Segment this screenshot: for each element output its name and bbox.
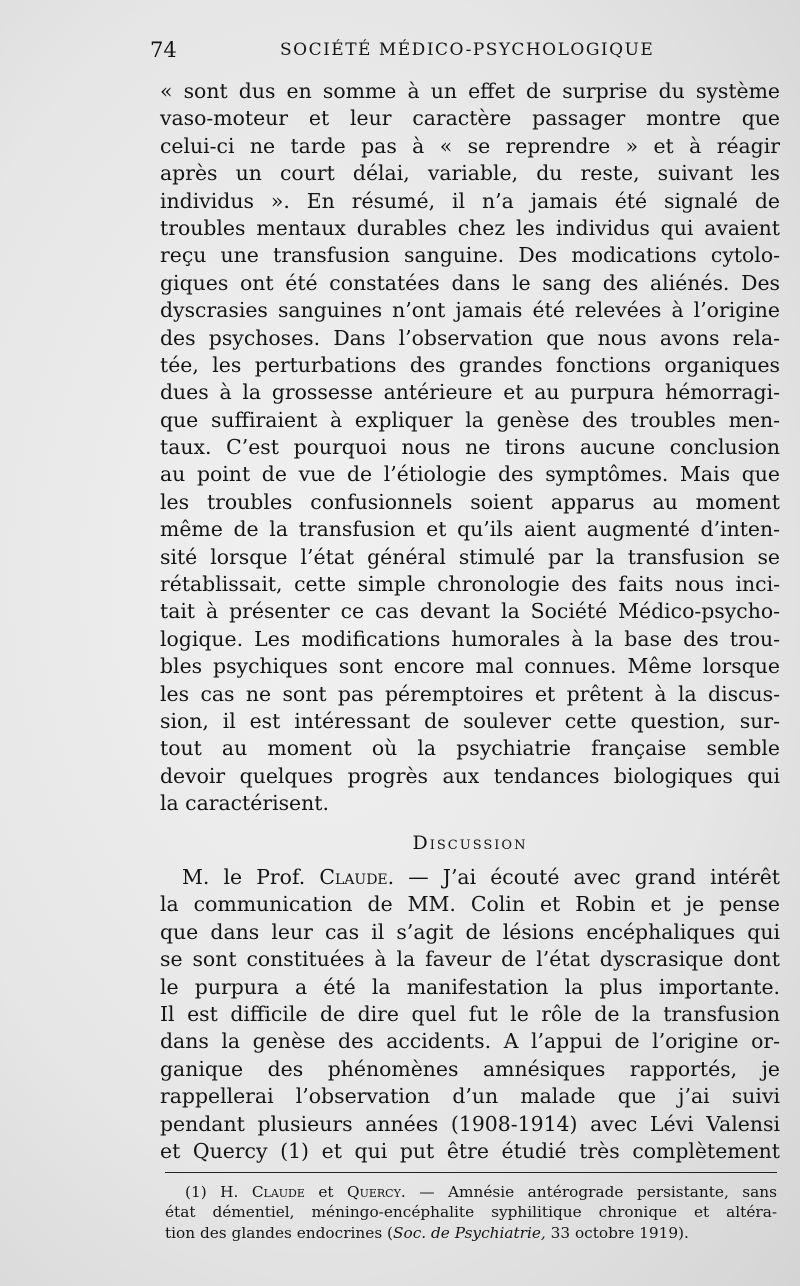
discussion-line: que dans leur cas il s’agit de lésions encéphaliques qui [160, 919, 780, 944]
discussion-line: rappellerai l’observation d’un malade que j’ai suivi [160, 1084, 780, 1109]
page-number: 74 [150, 38, 177, 62]
journal-name: Psychiatrie, [454, 1223, 546, 1242]
footnote-line-3 [165, 1223, 777, 1243]
discussion-line: Il est difficile de dire quel fut le rôle de la transfusion [160, 1001, 780, 1026]
body-line: des psychoses. Dans l’observation que nous avons rela- [160, 325, 780, 350]
body-line: les cas ne sont pas péremptoires et prêtent à la discus- [160, 681, 780, 706]
footnote [165, 1182, 777, 1243]
discussion-line: et Quercy (1) et qui put être étudié très complètement [160, 1138, 780, 1163]
discussion-line: la communication de MM. Colin et Robin et je pense [160, 892, 780, 917]
footnote-date: 33 octobre 1919). [545, 1223, 689, 1242]
body-line: dyscrasies sanguines n’ont jamais été relevées à l’origine [160, 298, 780, 323]
body-line: après un court délai, variable, du reste, suivant les [160, 161, 780, 186]
body-line: même de la transfusion et qu’ils aient augmenté d’inten- [160, 517, 780, 542]
discussion-line: le purpura a été la manifestation la plus importante. [160, 974, 780, 999]
discussion-line: dans la genèse des accidents. A l’appui de l’origine or- [160, 1029, 780, 1054]
body-line: troubles mentaux durables chez les individus qui avaient [160, 215, 780, 240]
section-heading: Discussion [412, 832, 528, 854]
body-line: reçu une transfusion sanguine. Des modications cytolo- [160, 243, 780, 268]
footnote-author-claude: Claude [251, 1183, 305, 1201]
page-header [150, 38, 790, 64]
body-line: tée, les perturbations des grandes fonctions organiques [160, 352, 780, 377]
body-line: bles psychiques sont encore mal connues. Même lorsque [160, 654, 780, 679]
body-paragraph [160, 78, 780, 818]
journal-abbrev: Soc. [393, 1223, 427, 1242]
discussion-first-line-rest: — J’ai écouté avec grand intérêt [394, 865, 780, 889]
body-line: tait à présenter ce cas devant la Société Médico-psycho- [160, 599, 780, 624]
body-line: sité lorsque l’état général stimulé par la transfusion se [160, 544, 780, 569]
footnote-title: — Amnésie antérograde persistante, sans [405, 1183, 777, 1201]
footnote-line-1 [165, 1182, 777, 1202]
footnote-author-quercy: Quercy. [347, 1183, 406, 1201]
body-line: devoir quelques progrès aux tendances biologiques qui [160, 763, 780, 788]
discussion-lines [160, 891, 780, 1165]
footnote-and: et [304, 1183, 348, 1201]
body-line: vaso-moteur et leur caractère passager montre que [160, 106, 780, 131]
discussion-line: se sont constituées à la faveur de l’état dyscrasique dont [160, 947, 780, 972]
body-line: la caractérisent. [160, 791, 329, 816]
discussion-line: pendant plusieurs années (1908-1914) avec Lévi Valensi [160, 1111, 780, 1136]
body-line: giques ont été constatées dans le sang des aliénés. Des [160, 270, 780, 295]
discussion-paragraph [160, 864, 780, 1165]
discussion-line: ganique des phénomènes amnésiques rapportés, je [160, 1056, 780, 1081]
discussion-first-line [160, 864, 780, 891]
body-line: sion, il est intéressant de soulever cette question, sur- [160, 708, 780, 733]
speaker-prefix: M. le Prof. [182, 865, 306, 889]
body-line: « sont dus en somme à un effet de surprise du système [160, 79, 780, 103]
body-line: individus ». En résumé, il n’a jamais été signalé de [160, 188, 780, 213]
body-line: tout au moment où la psychiatrie française semble [160, 736, 780, 761]
body-line: dues à la grossesse antérieure et au purpura hémorragi- [160, 380, 780, 405]
journal-de: de [426, 1223, 455, 1242]
body-line: que suffiraient à expliquer la genèse des troubles men- [160, 407, 780, 432]
speaker-name: Claude. [319, 865, 395, 889]
footnote-line-2: état démentiel, méningo-encéphalite syphilitique chronique et altéra- [165, 1203, 777, 1222]
body-line: taux. C’est pourquoi nous ne tirons aucune conclusion [160, 435, 780, 460]
body-line: au point de vue de l’étiologie des symptômes. Mais que [160, 462, 780, 487]
body-line: logique. Les modifications humorales à la base des trou- [160, 626, 780, 651]
running-title: SOCIÉTÉ MÉDICO-PSYCHOLOGIQUE [280, 40, 655, 60]
footnote-marker: (1) H. [185, 1183, 239, 1201]
footnote-line3-start: tion des glandes endocrines ( [165, 1223, 393, 1242]
body-line: les troubles confusionnels soient apparus au moment [160, 489, 780, 514]
body-line: rétablissait, cette simple chronologie des faits nous inci- [160, 572, 780, 597]
footnote-rule [165, 1172, 777, 1173]
body-line: celui-ci ne tarde pas à « se reprendre » et à réagir [160, 133, 780, 158]
